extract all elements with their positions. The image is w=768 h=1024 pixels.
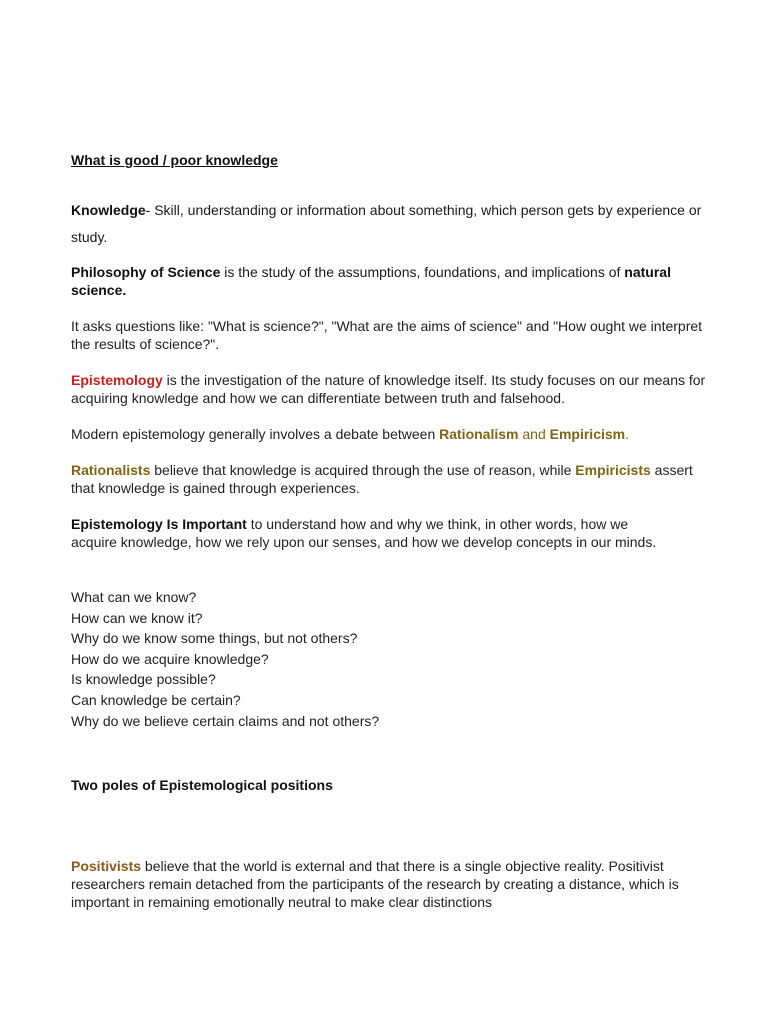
- philosophy-term: Philosophy of Science: [71, 264, 221, 280]
- list-item: Why do we know some things, but not others?: [71, 630, 358, 647]
- positivists-paragraph: [71, 857, 681, 911]
- rationalists-text: believe that knowledge is acquired through the use of reason, while: [150, 462, 576, 478]
- knowledge-definition: [71, 197, 711, 251]
- natural-science-term: natural science.: [71, 264, 671, 298]
- list-item: How can we know it?: [71, 609, 203, 626]
- rationalists-paragraph: [71, 461, 711, 497]
- positivists-term: Positivists: [71, 858, 142, 874]
- empiricism-term: Empiricism: [549, 426, 626, 442]
- epistemology-text: is the investigation of the nature of knowledge itself. Its study focuses on our means for acquiring knowledge and how we can differentiate between truth and falsehood.: [71, 372, 706, 406]
- list-item: Can knowledge be certain?: [71, 691, 241, 708]
- rationalists-term: Rationalists: [71, 462, 151, 478]
- asks-questions-paragraph: It asks questions like: "What is science?", "What are the aims of science" and "How ought we interpret the results of science?".: [71, 318, 703, 352]
- philosophy-text: is the study of the assumptions, foundations, and implications of: [220, 264, 625, 280]
- important-term: Epistemology Is Important: [71, 516, 247, 532]
- knowledge-term: Knowledge: [71, 202, 146, 218]
- and-text: and: [518, 426, 550, 442]
- epistemology-definition: [71, 371, 711, 407]
- positivists-text: believe that the world is external and that there is a single objective reality. Positivist researchers remain detached from the participants of the research by creating a distance, which is important in remaining emotionally neutral to make clear distinctions: [71, 858, 679, 910]
- question-list: [71, 587, 711, 731]
- list-item: Is knowledge possible?: [71, 671, 216, 688]
- list-item: What can we know?: [71, 589, 197, 605]
- philosophy-of-science-definition: [71, 263, 671, 299]
- list-item: Why do we believe certain claims and not others?: [71, 712, 380, 729]
- modern-text: Modern epistemology generally involves a debate between: [71, 426, 440, 442]
- epistemology-term: Epistemology: [71, 372, 163, 388]
- list-item: How do we acquire knowledge?: [71, 650, 269, 667]
- modern-epistemology-paragraph: [71, 425, 711, 443]
- empiricists-term: Empiricists: [575, 462, 651, 478]
- poles-heading: Two poles of Epistemological positions: [71, 777, 333, 793]
- period: .: [625, 426, 629, 442]
- rationalism-term: Rationalism: [439, 426, 519, 442]
- page-title: What is good / poor knowledge: [71, 152, 278, 168]
- knowledge-text: - Skill, understanding or information about something, which person gets by experience or study.: [71, 202, 702, 245]
- empiricists-text: assert that knowledge is gained through experiences.: [71, 462, 693, 496]
- important-text: to understand how and why we think, in other words, how we acquire knowledge, how we rely upon our senses, and how we develop concepts in our minds.: [71, 516, 657, 550]
- epistemology-important-paragraph: [71, 515, 671, 551]
